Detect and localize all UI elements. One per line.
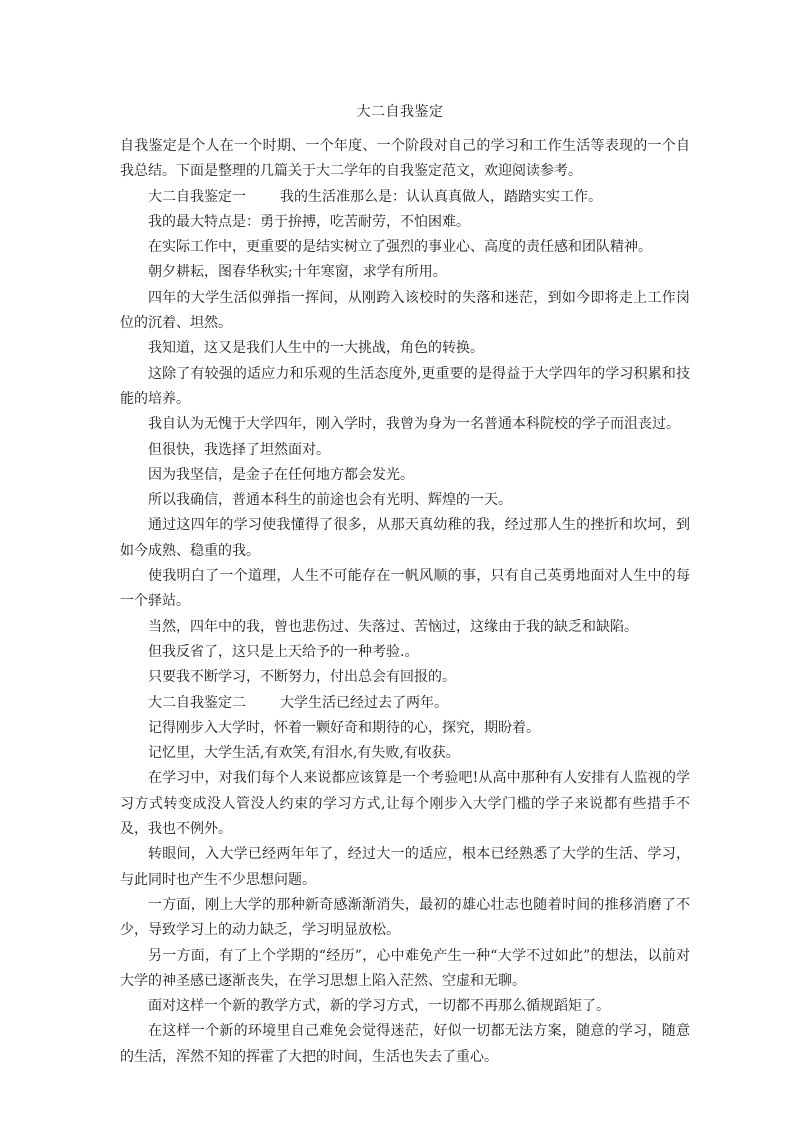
paragraph bbox=[120, 615, 690, 640]
section-heading: 大二自我鉴定二 bbox=[148, 694, 246, 711]
paragraph-text: 一方面，刚上大学的那种新奇感渐渐消失，最初的雄心壮志也随着时间的推移消磨了不少，导致学习上的动力缺乏，学习明显放松。 bbox=[120, 896, 690, 939]
paragraph bbox=[120, 260, 690, 285]
paragraph bbox=[120, 134, 690, 185]
paragraph-text: 这除了有较强的适应力和乐观的生活态度外,更重要的是得益于大学四年的学习积累和技能的培养。 bbox=[120, 365, 690, 407]
paragraph bbox=[120, 741, 690, 766]
paragraph bbox=[120, 665, 690, 690]
paragraph bbox=[120, 842, 690, 893]
paragraph-text: 另一方面，有了上个学期的“经历”，心中难免产生一种“大学不过如此”的想法，以前对大学的神圣感已逐渐丧失，在学习思想上陷入茫然、空虚和无聊。 bbox=[120, 947, 690, 989]
paragraph-text: 转眼间，入大学已经两年年了，经过大一的适应，根本已经熟悉了大学的生活、学习，与此同时也产生不少思想问题。 bbox=[120, 846, 690, 888]
paragraph bbox=[120, 235, 690, 260]
paragraph bbox=[120, 210, 690, 235]
paragraph-text: 在实际工作中，更重要的是结实树立了强烈的事业心、高度的责任感和团队精神。 bbox=[148, 239, 652, 256]
paragraph bbox=[120, 438, 690, 463]
paragraph-text: 面对这样一个新的教学方式，新的学习方式，一切都不再那么循规蹈矩了。 bbox=[148, 998, 610, 1015]
paragraph-text: 我的最大特点是：勇于拚搏，吃苦耐劳，不怕困难。 bbox=[148, 213, 470, 230]
paragraph-text: 因为我坚信，是金子在任何地方都会发光。 bbox=[148, 466, 414, 483]
paragraph-text: 在学习中，对我们每个人来说都应该算是一个考验吧!从高中那种有人安排有人监视的学习方式转变成没人管没人约束的学习方式,让每个刚步入大学门槛的学子来说都有些措手不及，我也不例外。 bbox=[120, 770, 690, 838]
paragraph bbox=[120, 640, 690, 665]
paragraph-text: 但很快，我选择了坦然面对。 bbox=[148, 441, 330, 458]
paragraph bbox=[120, 1019, 690, 1070]
section-heading: 大二自我鉴定一 bbox=[148, 188, 246, 205]
paragraph-text: 自我鉴定是个人在一个时期、一个年度、一个阶段对自己的学习和工作生活等表现的一个自我总结。下面是整理的几篇关于大二学年的自我鉴定范文，欢迎阅读参考。 bbox=[120, 138, 690, 180]
paragraph-text: 我的生活准那么是：认认真真做人，踏踏实实工作。 bbox=[280, 188, 602, 205]
paragraph-text: 当然，四年中的我，曾也悲伤过、失落过、苦恼过，这缘由于我的缺乏和缺陷。 bbox=[148, 618, 638, 635]
paragraph-text: 朝夕耕耘，图春华秋实;十年寒窗，求学有所用。 bbox=[148, 264, 447, 281]
paragraph bbox=[120, 185, 690, 210]
paragraph bbox=[120, 564, 690, 615]
paragraph-text: 我自认为无愧于大学四年，刚入学时，我曾为身为一名普通本科院校的学子而沮丧过。 bbox=[148, 416, 680, 433]
paragraph-text: 大学生活已经过去了两年。 bbox=[280, 694, 448, 711]
paragraph bbox=[120, 463, 690, 488]
paragraph-text: 记得刚步入大学时，怀着一颗好奇和期待的心，探究，期盼着。 bbox=[148, 719, 540, 736]
paragraph-text: 所以我确信，普通本科生的前途也会有光明、辉煌的一天。 bbox=[148, 492, 512, 509]
paragraph-text: 但我反省了，这只是上天给予的一种考验.。 bbox=[148, 643, 419, 660]
paragraph bbox=[120, 488, 690, 513]
paragraph bbox=[120, 336, 690, 361]
paragraph-text: 通过这四年的学习使我懂得了很多，从那天真幼稚的我，经过那人生的挫折和坎坷，到如今成熟、稳重的我。 bbox=[120, 517, 690, 559]
paragraph bbox=[120, 716, 690, 741]
document-title: 大二自我鉴定 bbox=[356, 104, 444, 120]
paragraph-text: 我知道，这又是我们人生中的一大挑战，角色的转换。 bbox=[148, 340, 484, 357]
paragraph bbox=[120, 893, 690, 944]
document-body bbox=[120, 134, 690, 1070]
paragraph bbox=[120, 944, 690, 995]
paragraph bbox=[120, 362, 690, 413]
paragraph bbox=[120, 412, 690, 437]
paragraph bbox=[120, 994, 690, 1019]
paragraph-text: 记忆里，大学生活,有欢笑,有泪水,有失败,有收获。 bbox=[148, 745, 460, 762]
paragraph-text: 在这样一个新的环境里自己难免会觉得迷茫，好似一切都无法方案，随意的学习，随意的生活，浑然不知的挥霍了大把的时间，生活也失去了重心。 bbox=[120, 1023, 690, 1065]
paragraph-text: 只要我不断学习，不断努力，付出总会有回报的。 bbox=[148, 669, 456, 686]
paragraph bbox=[120, 513, 690, 564]
paragraph bbox=[120, 766, 690, 842]
paragraph-text: 四年的大学生活似弹指一挥间，从刚跨入该校时的失落和迷茫，到如今即将走上工作岗位的沉着、坦然。 bbox=[120, 289, 690, 332]
paragraph bbox=[120, 691, 690, 716]
paragraph bbox=[120, 286, 690, 337]
paragraph-text: 使我明白了一个道理，人生不可能存在一帆风顺的事，只有自己英勇地面对人生中的每一个驿站。 bbox=[120, 568, 690, 610]
